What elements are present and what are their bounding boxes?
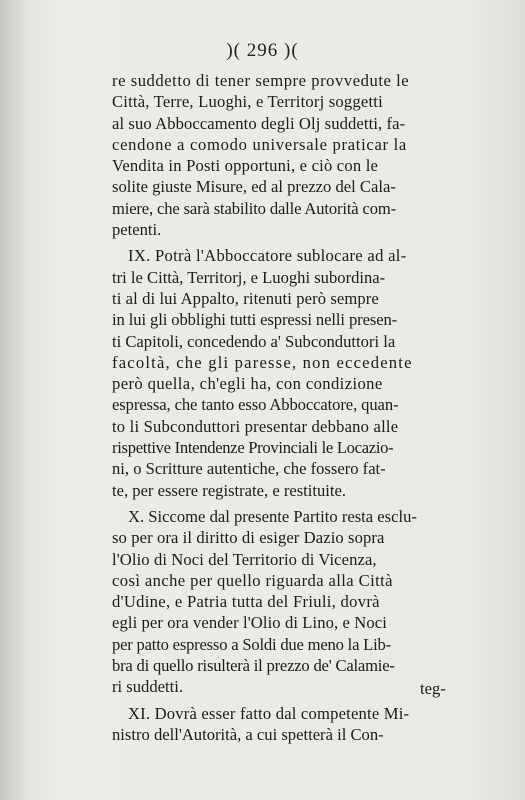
text-line: miere, che sarà stabilito dalle Autorità com- (112, 198, 396, 218)
text-line: re suddetto di tener sempre provvedute le (112, 71, 410, 90)
text-line: te, per essere registrate, e restituite. (112, 480, 347, 500)
text-line: al suo Abboccamento degli Olj suddetti, fa- (112, 113, 406, 133)
text-line: per patto espresso a Soldi due meno la Lib- (112, 634, 391, 654)
paragraph-x (112, 506, 472, 698)
paragraph-continuation (112, 70, 472, 240)
text-line: Città, Terre, Luoghi, e Territorj soggetti (112, 92, 383, 112)
catchword: teg- (420, 679, 446, 698)
paragraph-ix (112, 245, 472, 501)
page-number: )( 296 )( (226, 40, 299, 61)
text-line: l'Olio di Noci del Territorio di Vicenza, (112, 549, 377, 569)
text-line: ti al di lui Appalto, ritenuti però sempre (112, 288, 379, 308)
text-line: così anche per quello riguarda alla Città (112, 570, 393, 590)
text-line: XI. Dovrà esser fatto dal competente Mi- (128, 703, 410, 723)
text-line: ti Capitoli, concedendo a' Subconduttori la (112, 331, 396, 351)
text-line: tri le Città, Territorj, e Luoghi subordina- (112, 267, 386, 287)
text-line: rispettive Intendenze Provinciali le Locazio- (112, 438, 394, 458)
text-line: X. Siccome dal presente Partito resta esclu- (128, 506, 417, 526)
text-line: espressa, che tanto esso Abboccatore, quan- (112, 395, 399, 415)
text-line: cendone a comodo universale praticar la (112, 134, 407, 154)
text-line: ni, o Scritture autentiche, che fossero fat- (112, 459, 386, 479)
paragraph-xi (112, 703, 472, 746)
text-line: petenti. (112, 220, 162, 240)
text-line: egli per ora vender l'Olio di Lino, e Noci (112, 613, 387, 633)
text-line: IX. Potrà l'Abboccatore sublocare ad al- (128, 246, 407, 266)
text-line: solite giuste Misure, ed al prezzo del Cala- (112, 177, 396, 197)
text-line: so per ora il diritto di esiger Dazio sopra (112, 528, 385, 548)
text-line: Vendita in Posti opportuni, e ciò con le (112, 156, 379, 176)
text-line: bra di quello risulterà il prezzo de' Calamie- (112, 656, 395, 676)
text-line: facoltà, che gli paresse, non eccedente (112, 352, 413, 372)
body-text (112, 70, 472, 745)
text-line: d'Udine, e Patria tutta del Friuli, dovrà (112, 592, 380, 612)
text-line: nistro dell'Autorità, a cui spetterà il Con- (112, 724, 384, 744)
text-line: ri suddetti. (112, 677, 183, 697)
text-line: in lui gli obblighi tutti espressi nelli presen- (112, 310, 398, 330)
text-line: to li Subconduttori presentar debbano alle (112, 416, 399, 436)
text-line: però quella, ch'egli ha, con condizione (112, 374, 383, 394)
